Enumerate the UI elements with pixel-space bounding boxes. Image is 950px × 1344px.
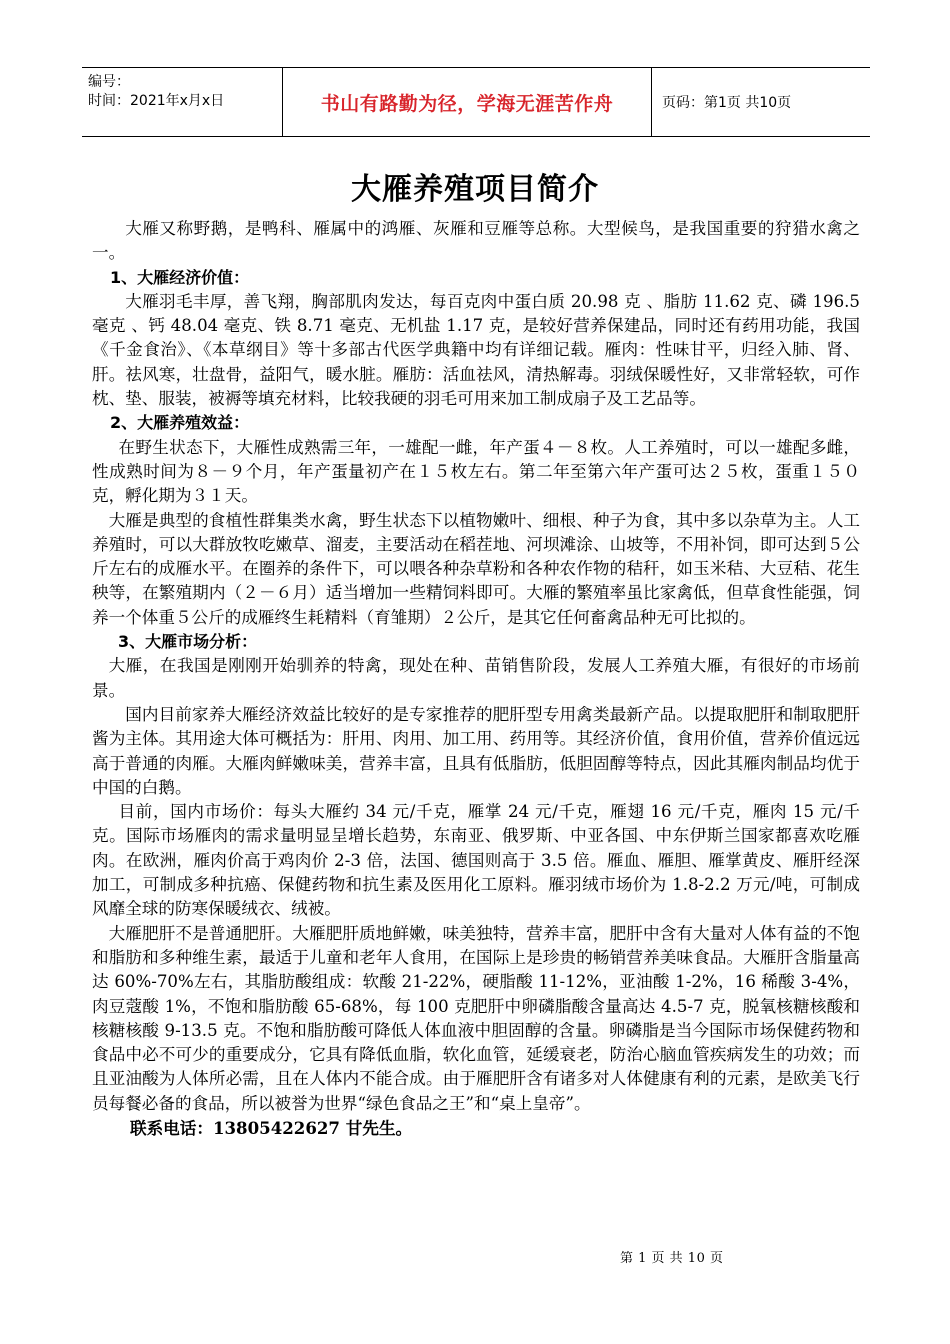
section-heading-economic-value: 1、大雁经济价值：	[110, 267, 250, 287]
document-body	[92, 217, 860, 1140]
paragraph-market-prospect: 大雁，在我国是刚刚开始驯养的特禽，现处在种、苗销售阶段，发展人工养殖大雁，有很好的市场前景。	[92, 656, 860, 700]
document-number-label: 编号：	[88, 74, 130, 90]
paragraph-market-domestic: 国内目前家养大雁经济效益比较好的是专家推荐的肥肝型专用禽类最新产品。以提取肥肝和制取肥肝酱为主体。其用途大体可概括为：肝用、肉用、加工用、药用等。其经济价值，食用价值，营养价值远远高于普通的肉雁。大雁肉鲜嫩味美，营养丰富，且具有低脂肪，低胆固醇等特点，因此其雁肉制品均优于中国的白鹅。	[92, 704, 860, 797]
page-footer: 第 1 页 共 10 页	[620, 1251, 724, 1266]
paragraph-intro: 大雁又称野鹅，是鸭科、雁属中的鸿雁、灰雁和豆雁等总称。大型候鸟，是我国重要的狩猎水禽之一。	[92, 219, 860, 263]
header-meta	[82, 68, 282, 136]
paragraph-foie-gras: 大雁肥肝不是普通肥肝。大雁肥肝质地鲜嫩，味美独特，营养丰富，肥肝中含有大量对人体有益的不饱和脂肪和多种维生素，最适于儿童和老年人食用，在国际上是珍贵的畅销营养美味食品。大雁肝含脂量高达 60%-70%左右，其脂肪酸组成：软酸 21-22%，硬脂酸 11-12%，亚油酸 1-2%，16 稀酸 3-4%，肉豆蔻酸 1%，不饱和脂肪酸 65-68%，每 100 克肥肝中卵磷脂酸含量高达 4.5-7 克，脱氧核糖核酸和核糖核酸 9-13.5 克。不饱和脂肪酸可降低人体血液中胆固醇的含量。卵磷脂是当今国际市场保健药物和食品中必不可少的重要成分，它具有降低血脂，软化血管，延缓衰老，防治心脑血管疾病发生的功效；而且亚油酸为人体所必需，且在人体内不能合成。由于雁肥肝含有诸多对人体健康有利的元素，是欧美飞行 员每餐必备的食品，所以被誉为世界“绿色食品之王”和“桌上皇帝”。	[92, 923, 860, 1113]
section-heading-breeding-benefit: 2、大雁养殖效益：	[110, 413, 250, 433]
page-header	[82, 67, 870, 137]
section-heading-market-analysis: 3、大雁市场分析：	[118, 632, 258, 652]
contact-info: 联系电话：13805422627 甘先生。	[130, 1117, 413, 1138]
paragraph-market-prices: 目前，国内市场价：每头大雁约 34 元/千克，雁掌 24 元/千克，雁翅 16 元/千克，雁肉 15 元/千克。国际市场雁肉的需求量明显呈增长趋势，东南亚、俄罗斯、中亚各国、中东伊斯兰国家都喜欢吃雁肉。在欧洲，雁肉价高于鸡肉价 2-3 倍，法国、德国则高于 3.5 倍。雁血、雁胆、雁掌黄皮、雁肝经深加工，可制成多种抗癌、保健药物和抗生素及医用化工原料。雁羽绒市场价为 1.8-2.2 万元/吨，可制成风靡全球的防寒保暖绒衣、绒被。	[92, 802, 860, 919]
document-title: 大雁养殖项目简介	[351, 172, 599, 207]
paragraph-breeding-wild: 在野生状态下，大雁性成熟需三年，一雄配一雌，年产蛋４－８枚。人工养殖时，可以一雄配多雌，性成熟时间为８－９个月，年产蛋量初产在１５枚左右。第二年至第六年产蛋可达２５枚，蛋重１５０克，孵化期为３１天。	[92, 437, 860, 506]
document-time-label: 时间：2021年x月x日	[88, 93, 225, 109]
paragraph-breeding-feeding: 大雁是典型的食植性群集类水禽，野生状态下以植物嫩叶、细根、种子为食，其中多以杂草为主。人工养殖时，可以大群放牧吃嫩草、溜麦，主要活动在稻茬地、河坝滩涂、山坡等，不用补饲，即可达到５公斤左右的成雁水平。在圈养的条件下，可以喂各种杂草粉和各种农作物的秸秆，如玉米秸、大豆秸、花生秧等，在繁殖期内（２－６月）适当增加一些精饲料即可。大雁的繁殖率虽比家禽低，但草食性能强，饲养一个体重５公斤的成雁终生耗精料（育雏期）２公斤，是其它任何畜禽品种无可比拟的。	[92, 510, 860, 627]
paragraph-economic-value: 大雁羽毛丰厚，善飞翔，胸部肌肉发达，每百克肉中蛋白质 20.98 克 、脂肪 11.62 克、磷 196.5 毫克 、钙 48.04 毫克、铁 8.71 毫克、无机盐 1.17 克，是较好营养保建品，同时还有药用功能，我国《千金食治》、《本草纲目》等十多部古代医学典籍中均有详细记载。雁肉：性味甘平，归经入肺、肾、肝。祛风寒，壮盘骨，益阳气，暖水脏。雁肪：活血祛风，清热解毒。羽绒保暖性好，又非常轻软，可作枕、垫、服装，被褥等填充材料，比较我硬的羽毛可用来加工制成扇子及工艺品等。	[92, 291, 860, 409]
header-motto: 书山有路勤为径，学海无涯苦作舟	[282, 68, 652, 136]
header-page-label: 页码：第1页 共10页	[662, 95, 792, 111]
